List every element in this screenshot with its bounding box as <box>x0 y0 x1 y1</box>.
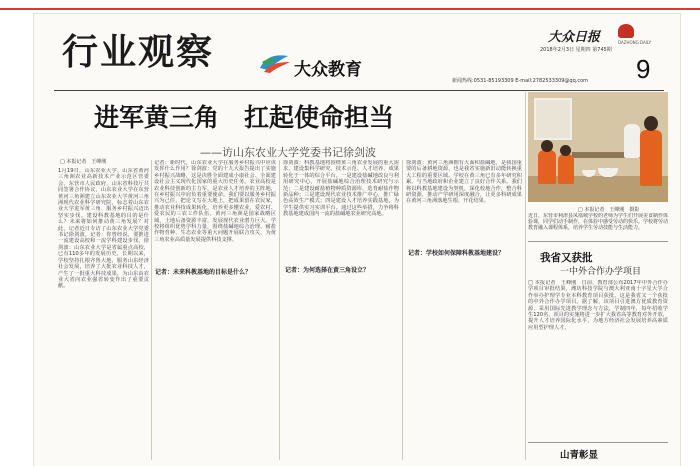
photo-person <box>558 154 574 184</box>
column-divider <box>525 92 526 460</box>
article-subheading: 记者：未来科教基地的目标是什么？ <box>155 269 252 276</box>
photo-person <box>640 130 662 186</box>
article-subhead: ——访山东农业大学党委书记徐剑波 <box>200 146 376 159</box>
sidebar-divider <box>528 442 668 443</box>
photo-person <box>538 150 556 184</box>
section-title: 行业观察 <box>62 31 215 73</box>
photo-caption: 近日，东营市利津县凤凰城学校的老师为学生们开展美食制作体验课，同学们动手制作，在体验中感受劳动的快乐。学校将劳动教育融入课程体系，培养学生劳动技能与生活能力。 <box>528 213 668 232</box>
photo-window <box>534 98 572 140</box>
article-photo <box>528 92 668 202</box>
newspaper-logo-icon <box>618 24 634 38</box>
article-headline: 进军黄三角 扛起使命担当 <box>94 103 395 132</box>
caption-divider <box>528 241 668 242</box>
photo-person-head <box>541 140 553 152</box>
top-red-rule <box>0 8 700 10</box>
page-number: 9 <box>636 54 651 84</box>
article-column-3: 徐剑波：科教基地将围绕黄三角农业发展的重大需求，建设集科学研究、技术示范、人才培养、成果转化于一体的综合平台。一是建设盐碱地改良与利用研究中心，开展盐碱地综合治理技术研究与示范；二是建设耐盐植物种质资源库，选育耐盐作物新品种；三是建设现代农业技术推广中心，推广绿色高效生产模式；四是建设人才培养实践基地，为学生提供实习实训平台。通过这些举措，力争将科教基地建成国内一流的盐碱地农业研究高地。 <box>283 160 399 218</box>
column-divider <box>151 160 152 460</box>
photo-credit: □ 本报记者 王峰刚 摄影 <box>578 207 640 213</box>
sidebar-subhead: 一中外合作办学项目 <box>560 267 642 277</box>
issue-meta: 2018年2月3日 星期四 第745期 <box>540 47 612 53</box>
bottom-headline: 山青彰显 <box>560 450 599 461</box>
article-column-4: 徐剑波：黄河三角洲拥有大面积盐碱地，是我国重要的后备耕地资源，也是我省实施新旧动能转换重大工程的重要区域。学校在黄三角已有多年研究积累，与当地政府和企业建立了良好合作关系。我们将以科教基地建设为契机，深化校地合作，整合科研资源，推动产学研用深度融合，让更多科研成果在黄河三角洲落地生根、开花结果。 <box>406 160 522 205</box>
brand-text: 大众教育 <box>294 60 362 80</box>
column-divider <box>402 160 403 460</box>
photo-person-head <box>644 116 658 131</box>
photo-person <box>624 124 640 158</box>
column-divider <box>279 160 280 460</box>
masthead-divider <box>54 90 664 91</box>
article-subheading: 记者：学校如何保障科教基地建设？ <box>408 250 505 257</box>
photo-person-head <box>560 145 571 156</box>
newspaper-logo-text: 大众日报 <box>548 30 601 45</box>
contact-info: 新闻热线:0531-85193309 E-mail:2782533309@qq.com <box>452 78 589 84</box>
dazhong-education-logo-icon <box>258 52 292 74</box>
sidebar-headline: 我省又获批 <box>540 252 593 264</box>
article-subheading: 记者：为何选择在黄三角设立？ <box>285 267 370 274</box>
article-column-2: 记者：新时代，山东农业大学在服务乡村振兴中应该发挥什么作用？徐剑波：党的十九大报告提出了实施乡村振兴战略，这是决胜全面建成小康社会、全面建设社会主义现代化国家的重大历史任务。农业高校是农业科技创新的主力军，是农业人才培养的主阵地，在乡村振兴中肩负着重要使命。我们要以服务乡村振兴为己任，把论文写在大地上，把成果留在农民家，推动农业科技成果转化，培养更多懂农业、爱农村、爱农民的三农工作队伍。黄河三角洲是国家战略区域，土地后备资源丰富，发展现代农业潜力巨大。学校将组织优势学科力量，围绕盐碱地综合治理、耐盐作物育种、生态农业等重大问题开展联合攻关，为黄三角农业高质量发展提供科技支撑。 <box>154 160 276 243</box>
newspaper-logo-subtitle: DAZHONG DAILY <box>618 40 652 45</box>
article-column-1: 1月19日，山东农业大学、山东省黄河三角洲农业高新技术产业示范区管委会、东营市人民政府，山东省科技厅共同签署合作协议，山东农业大学在东营黄河三角洲建立山东农业大学黄河三角洲现代农业科学研究院，标志着山东农业大学进军黄三角、服务乡村振兴迈出坚实步伐。建设科教基地的目的是什么？未来将如何推动黄三角发展？对此，记者近日专访了山东农业大学党委书记徐剑波。记者：你曾经说，要推进一流建设高校和一流学科建设步伐。徐剑波：山东农业大学是省属重点高校，已有110多年的发展历史，长期以来，学校坚持扎根齐鲁大地，服务山东经济社会发展，培养了大批农业科技人才，产生了一批重大科技成果，为山东由农业大省向农业强省转变作出了重要贡献。 <box>58 168 149 290</box>
article-byline: □ 本报记者 王峰刚 <box>60 159 107 165</box>
sidebar-body: □ 本报记者 王峰刚 日前，教育部公布2017年中外合作办学项目审批结果，潍坊科技学院与澳大利亚南十字星大学合作举办护理学专业本科教育项目获批。这是我省又一个获批的中外合作办学项目。据了解，该项目引进澳方优质教育资源，采用国际先进教学理念与方法，学制四年，每年招收学生120名。项目的实施将进一步扩大我省高等教育对外开放，提升人才培养国际化水平，为地方经济社会发展培养高素质应用型护理人才。 <box>528 280 668 331</box>
